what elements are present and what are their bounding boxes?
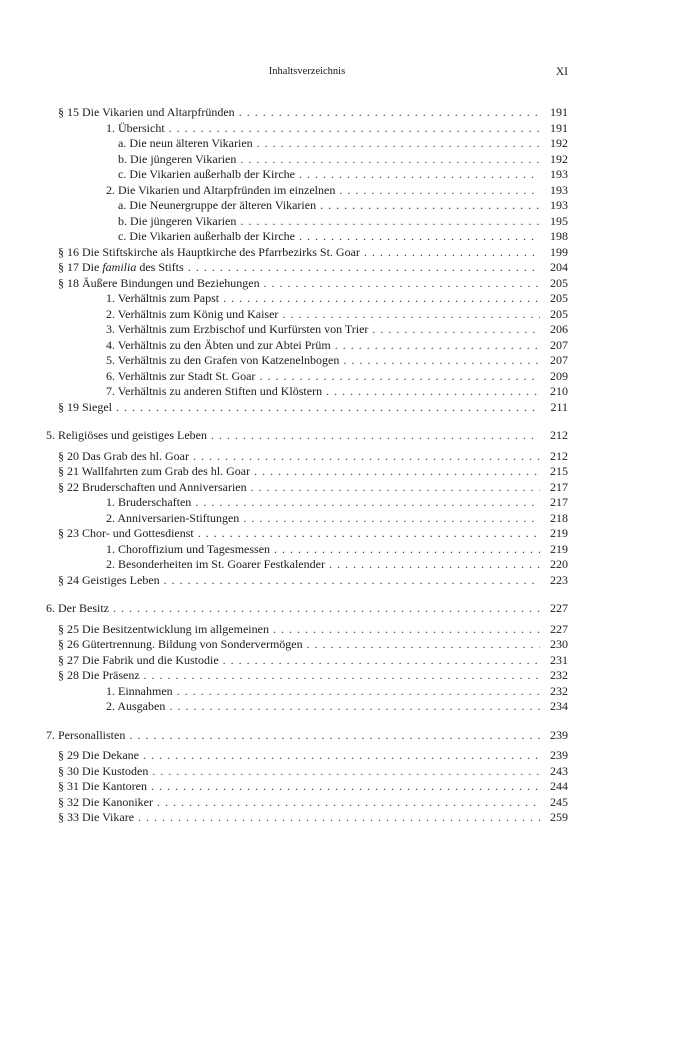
toc-entry[interactable] xyxy=(46,748,568,764)
toc-entry-label: a. Die neun älteren Vikarien xyxy=(118,136,253,150)
toc-entry[interactable] xyxy=(46,573,568,589)
toc-chapter-entry[interactable] xyxy=(46,601,568,617)
toc-entry[interactable] xyxy=(46,260,568,276)
toc-entry-label: 4. Verhältnis zu den Äbten und zur Abtei Prüm xyxy=(106,337,331,352)
dot-leader xyxy=(329,557,540,573)
toc-entry[interactable] xyxy=(46,495,568,511)
dot-leader xyxy=(299,229,540,245)
toc-entry-label: 5. Religiöses und geistiges Leben xyxy=(46,428,207,442)
running-title: Inhaltsverzeichnis xyxy=(268,66,346,77)
dot-leader xyxy=(240,152,540,168)
toc-entry[interactable] xyxy=(46,198,568,214)
dot-leader xyxy=(259,369,540,385)
toc-entry-label: 2. Verhältnis zum König und Kaiser xyxy=(106,306,279,321)
toc-entry-page: 245 xyxy=(550,794,568,809)
toc-entry-label: § 32 Die Kanoniker xyxy=(58,794,153,809)
toc-entry-page: 192 xyxy=(550,136,568,150)
toc-entry-page: 205 xyxy=(550,306,568,321)
toc-entry-label: § 27 Die Fabrik und die Kustodie xyxy=(58,652,219,667)
toc-entry[interactable] xyxy=(46,810,568,826)
toc-entry-page: 239 xyxy=(550,748,568,762)
toc-entry-label: § 15 Die Vikarien und Altarpfründen xyxy=(58,105,235,119)
toc-entry-page: 212 xyxy=(550,448,568,463)
toc-entry[interactable] xyxy=(46,622,568,638)
table-of-contents xyxy=(46,105,568,826)
dot-leader xyxy=(223,291,540,307)
toc-entry-page: 193 xyxy=(550,167,568,181)
toc-entry-page: 231 xyxy=(550,652,568,667)
dot-leader xyxy=(223,653,540,669)
dot-leader xyxy=(372,322,540,338)
toc-entry-page: 207 xyxy=(550,353,568,367)
toc-entry-page: 193 xyxy=(550,198,568,212)
dot-leader xyxy=(188,260,540,276)
toc-entry[interactable] xyxy=(46,795,568,811)
toc-entry-page: 199 xyxy=(550,244,568,259)
toc-entry-page: 191 xyxy=(550,120,568,135)
toc-entry[interactable] xyxy=(46,276,568,292)
toc-entry[interactable] xyxy=(46,779,568,795)
dot-leader xyxy=(129,728,540,744)
dot-leader xyxy=(116,400,540,416)
toc-entry[interactable] xyxy=(46,668,568,684)
toc-entry[interactable] xyxy=(46,353,568,369)
toc-entry[interactable] xyxy=(46,369,568,385)
toc-entry-page: 218 xyxy=(550,510,568,525)
dot-leader xyxy=(239,105,540,121)
toc-entry-page: 195 xyxy=(550,213,568,228)
toc-entry[interactable] xyxy=(46,214,568,230)
section-spacer xyxy=(46,588,568,601)
toc-entry[interactable] xyxy=(46,384,568,400)
toc-entry-page: 259 xyxy=(550,810,568,824)
toc-entry-label: b. Die jüngeren Vikarien xyxy=(118,151,237,166)
toc-entry-label: 1. Verhältnis zum Papst xyxy=(106,291,220,305)
toc-entry[interactable] xyxy=(46,105,568,121)
dot-leader xyxy=(307,637,540,653)
toc-entry-page: 209 xyxy=(550,368,568,383)
toc-entry[interactable] xyxy=(46,542,568,558)
toc-entry[interactable] xyxy=(46,322,568,338)
toc-entry-page: 210 xyxy=(550,384,568,398)
toc-entry[interactable] xyxy=(46,291,568,307)
toc-entry-page: 192 xyxy=(550,151,568,166)
toc-entry-label: 7. Verhältnis zu anderen Stiften und Klöstern xyxy=(106,384,323,398)
section-spacer xyxy=(46,415,568,428)
toc-entry-label: § 19 Siegel xyxy=(58,399,112,414)
toc-entry-label: § 24 Geistiges Leben xyxy=(58,572,160,587)
dot-leader xyxy=(343,353,540,369)
toc-entry-label: 1. Choroffizium und Tagesmessen xyxy=(106,541,271,556)
page-header xyxy=(46,66,568,82)
dot-leader xyxy=(152,764,540,780)
toc-entry-page: 232 xyxy=(550,668,568,682)
toc-entry[interactable] xyxy=(46,699,568,715)
toc-entry-page: 219 xyxy=(550,526,568,540)
toc-entry[interactable] xyxy=(46,653,568,669)
toc-entry-label: 2. Ausgaben xyxy=(106,699,166,713)
toc-entry[interactable] xyxy=(46,684,568,700)
toc-entry-label: § 33 Die Vikare xyxy=(58,810,135,824)
toc-entry[interactable] xyxy=(46,464,568,480)
toc-entry-label: 6. Der Besitz xyxy=(46,601,109,615)
dot-leader xyxy=(164,573,540,589)
dot-leader xyxy=(339,183,540,199)
toc-chapter-entry[interactable] xyxy=(46,728,568,744)
toc-entry-label: § 17 Die familia des Stifts xyxy=(58,260,184,274)
dot-leader xyxy=(143,748,540,764)
dot-leader xyxy=(151,779,540,795)
toc-entry-label: § 29 Die Dekane xyxy=(58,748,139,762)
dot-leader xyxy=(274,542,540,558)
toc-entry[interactable] xyxy=(46,121,568,137)
toc-entry-label: § 23 Chor- und Gottesdienst xyxy=(58,526,194,540)
page-number: XI xyxy=(555,66,568,78)
toc-entry-label: 5. Verhältnis zu den Grafen von Katzenelnbogen xyxy=(106,353,340,367)
dot-leader xyxy=(240,214,540,230)
toc-entry[interactable] xyxy=(46,136,568,152)
toc-entry-page: 227 xyxy=(550,601,568,615)
dot-leader xyxy=(264,276,540,292)
toc-entry-label: c. Die Vikarien außerhalb der Kirche xyxy=(118,167,295,181)
dot-leader xyxy=(364,245,540,261)
dot-leader xyxy=(144,668,540,684)
toc-entry-label: 3. Verhältnis zum Erzbischof und Kurfürsten von Trier xyxy=(106,322,369,336)
toc-chapter-entry[interactable] xyxy=(46,428,568,444)
toc-entry-page: 219 xyxy=(550,541,568,556)
dot-leader xyxy=(138,810,540,826)
dot-leader xyxy=(113,601,540,617)
toc-entry-page: 244 xyxy=(550,779,568,793)
dot-leader xyxy=(251,480,540,496)
dot-leader xyxy=(177,684,540,700)
toc-entry-label: 7. Personallisten xyxy=(46,727,126,742)
toc-entry[interactable] xyxy=(46,152,568,168)
toc-entry-page: 206 xyxy=(550,322,568,336)
section-spacer xyxy=(46,715,568,728)
toc-entry-page: 193 xyxy=(550,182,568,197)
toc-entry[interactable] xyxy=(46,480,568,496)
dot-leader xyxy=(243,511,540,527)
toc-entry-label: § 16 Die Stiftskirche als Hauptkirche des Pfarrbezirks St. Goar xyxy=(58,244,360,259)
toc-entry-label: 1. Bruderschaften xyxy=(106,495,192,509)
toc-entry-page: 234 xyxy=(550,699,568,713)
toc-entry[interactable] xyxy=(46,338,568,354)
toc-entry-label: § 28 Die Präsenz xyxy=(58,668,140,682)
toc-entry-page: 217 xyxy=(550,495,568,509)
toc-entry-label: 2. Die Vikarien und Altarpfründen im einzelnen xyxy=(106,182,336,197)
toc-entry-page: 207 xyxy=(550,337,568,352)
toc-entry-label: b. Die jüngeren Vikarien xyxy=(118,213,237,228)
toc-entry-label: 2. Anniversarien-Stiftungen xyxy=(106,510,240,525)
toc-entry[interactable] xyxy=(46,557,568,573)
toc-entry-page: 205 xyxy=(550,275,568,290)
toc-entry-label: § 26 Gütertrennung. Bildung von Sondervermögen xyxy=(58,637,303,651)
toc-entry-label: § 22 Bruderschaften und Anniversarien xyxy=(58,479,247,494)
toc-entry-label: § 20 Das Grab des hl. Goar xyxy=(58,448,189,463)
toc-entry-page: 223 xyxy=(550,572,568,587)
dot-leader xyxy=(195,495,540,511)
toc-entry-page: 204 xyxy=(550,260,568,274)
toc-entry[interactable] xyxy=(46,449,568,465)
toc-entry[interactable] xyxy=(46,183,568,199)
dot-leader xyxy=(326,384,540,400)
dot-leader xyxy=(273,622,540,638)
dot-leader xyxy=(254,464,540,480)
dot-leader xyxy=(157,795,540,811)
toc-entry[interactable] xyxy=(46,229,568,245)
toc-entry-label: § 21 Wallfahrten zum Grab des hl. Goar xyxy=(58,464,251,478)
dot-leader xyxy=(169,121,540,137)
toc-entry-label: § 30 Die Kustoden xyxy=(58,763,149,778)
toc-entry-label: a. Die Neunergruppe der älteren Vikarien xyxy=(118,198,317,212)
dot-leader xyxy=(299,167,540,183)
toc-entry-page: 191 xyxy=(550,105,568,119)
toc-entry-page: 198 xyxy=(550,229,568,243)
toc-entry-page: 243 xyxy=(550,763,568,778)
toc-entry-label: § 18 Äußere Bindungen und Beziehungen xyxy=(58,275,260,290)
dot-leader xyxy=(257,136,540,152)
dot-leader xyxy=(320,198,540,214)
toc-entry-page: 230 xyxy=(550,637,568,651)
dot-leader xyxy=(193,449,540,465)
toc-entry-label: c. Die Vikarien außerhalb der Kirche xyxy=(118,229,295,243)
toc-entry-page: 205 xyxy=(550,291,568,305)
toc-entry-label: 2. Besonderheiten im St. Goarer Festkalender xyxy=(106,557,325,571)
toc-entry[interactable] xyxy=(46,245,568,261)
toc-entry-label: 6. Verhältnis zur Stadt St. Goar xyxy=(106,368,256,383)
toc-entry-label: § 31 Die Kantoren xyxy=(58,779,147,793)
toc-entry[interactable] xyxy=(46,764,568,780)
toc-entry-label: 1. Übersicht xyxy=(106,120,165,135)
toc-entry-page: 227 xyxy=(550,621,568,636)
toc-entry-page: 232 xyxy=(550,683,568,698)
toc-entry-page: 215 xyxy=(550,464,568,478)
toc-entry[interactable] xyxy=(46,526,568,542)
dot-leader xyxy=(198,526,540,542)
toc-entry-page: 217 xyxy=(550,479,568,494)
toc-entry-label: § 25 Die Besitzentwicklung im allgemeinen xyxy=(58,621,269,636)
toc-entry[interactable] xyxy=(46,167,568,183)
toc-entry[interactable] xyxy=(46,307,568,323)
toc-entry-page: 220 xyxy=(550,557,568,571)
toc-entry[interactable] xyxy=(46,637,568,653)
toc-entry[interactable] xyxy=(46,511,568,527)
toc-entry[interactable] xyxy=(46,400,568,416)
toc-entry-page: 212 xyxy=(550,428,568,442)
toc-entry-label: 1. Einnahmen xyxy=(106,683,173,698)
dot-leader xyxy=(282,307,540,323)
dot-leader xyxy=(169,699,540,715)
toc-entry-page: 239 xyxy=(550,727,568,742)
dot-leader xyxy=(335,338,540,354)
dot-leader xyxy=(211,428,540,444)
toc-entry-page: 211 xyxy=(550,399,568,414)
